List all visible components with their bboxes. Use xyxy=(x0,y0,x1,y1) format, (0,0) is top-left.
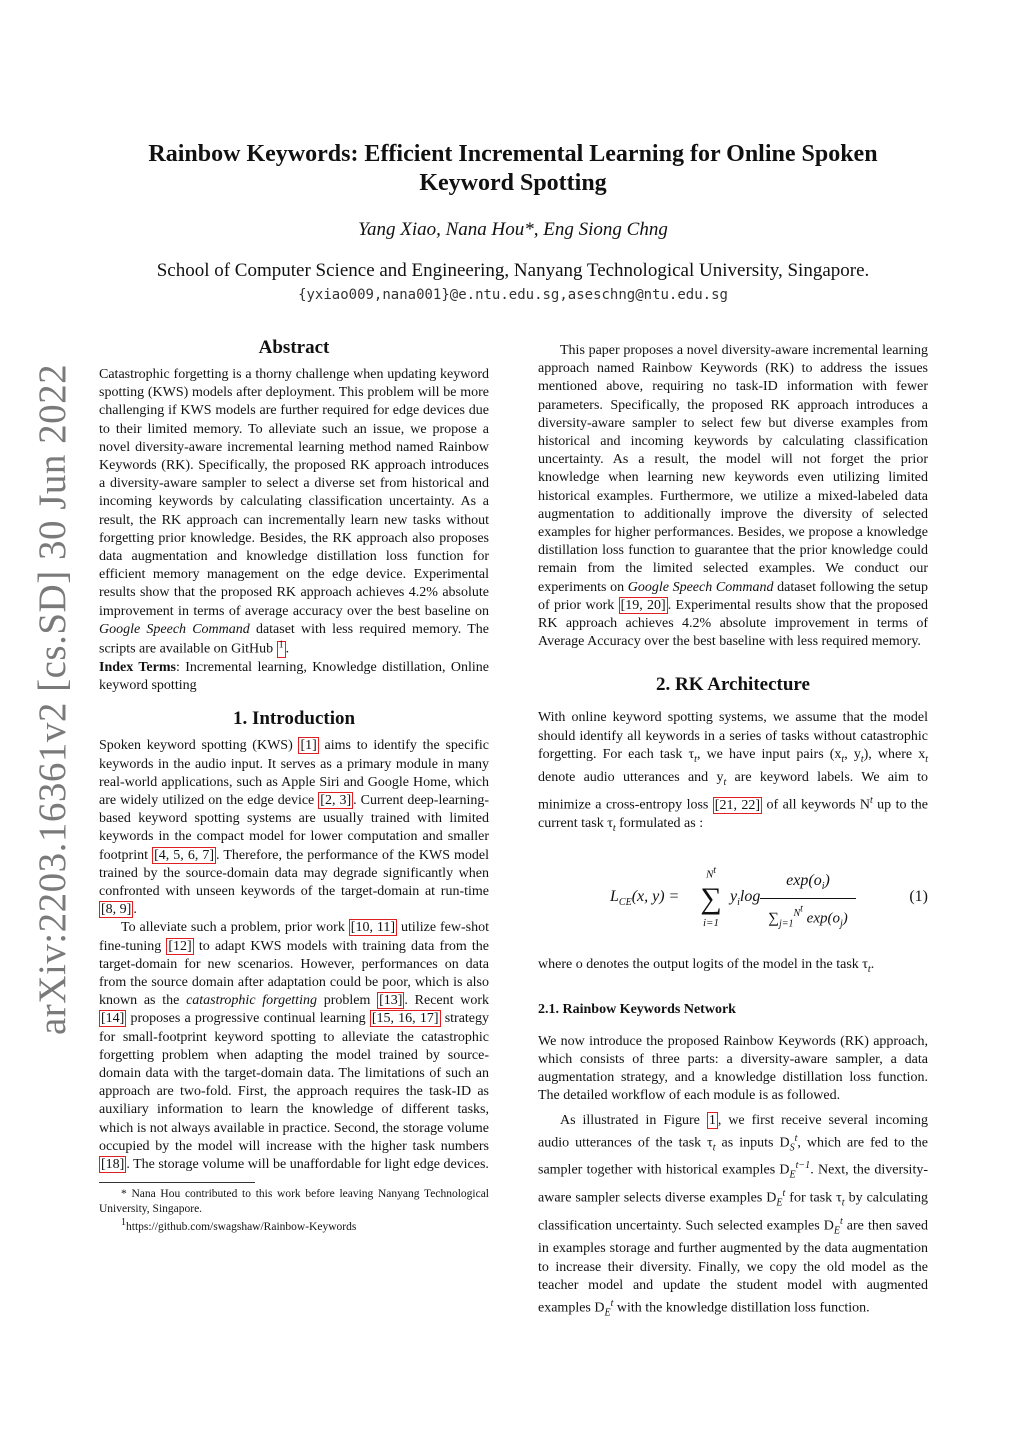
footnote-2: $^1$https://github.com/swagshaw/Rainbow-Keywords xyxy=(121,1217,357,1234)
emails[interactable]: {yxiao009,nana001}@e.ntu.edu.sg,aseschng@ntu.edu.sg xyxy=(298,287,728,303)
intro-paragraph-1: Spoken keyword spotting (KWS) [1] aims to identify the specific keywords in the audio input. It serves as a primary module in many real-world applications, such as Apple Siri and Google Home, which are widely utilized on the edge device [2, 3] . Current deep-learning-based keyword spotting systems are usually trained with limited keywords in the compact model for lower computation and smaller footprint [4, 5, 6, 7] . Therefore, the performance of the KWS model trained by the source-domain data may degrade significantly when confronted with unseen keywords of the target-domain at run-time [8, 9] . xyxy=(99,738,490,918)
summation: $N^t$ ∑ i=1 xyxy=(700,864,722,929)
rk-paragraph-1: With online keyword spotting systems, we assume that the model should identify all keywords in a series of tasks without catastrophic forgetting. For each task $\tau_t$, we have input pairs ($x_t$, $y_t$), where $x_t$ denote audio utterances and $y_t$ are keyword labels. We aim to minimize a cross-entropy loss [21, 22] of all keywords $N^t$ up to the current task $\tau_t$ formulated as : xyxy=(538,710,929,834)
rk-paragraph-3: We now introduce the proposed Rainbow Keywords (RK) approach, which consists of three parts: a diversity-aware sampler, a data augmentation strategy, and a knowledge distillation loss function. The detailed workflow of each module is as followed. xyxy=(538,1033,928,1104)
arxiv-stamp[interactable]: arXiv:2203.16361v2 [cs.SD] 30 Jun 2022 xyxy=(31,363,74,1035)
authors: Yang Xiao, Nana Hou*, Eng Siong Chng xyxy=(358,219,668,240)
fraction: $\frac{\exp(o_i)}{\sum_{j=1}^{N^t} \exp(o_j)}$ xyxy=(760,872,856,934)
right-column xyxy=(538,342,928,1323)
paper-title: Rainbow Keywords: Efficient Incremental Learning for Online Spoken Keyword Spotting xyxy=(148,141,878,196)
left-column xyxy=(99,336,489,1235)
affiliation: School of Computer Science and Engineering, Nanyang Technological University, Singapore. xyxy=(156,260,870,281)
contribution-paragraph: This paper proposes a novel diversity-aware incremental learning approach named Rainbow Keywords (RK) to address the issues mentioned above, requiring no task-ID information with fewer parameters. Specifically, the proposed RK approach introduces a diversity-aware sampler to select few but diverse examples from historical and incoming keywords by calculating classification uncertainty. As a result, the model will not forget the prior knowledge when learning new keywords even utilizing limited historical examples. Furthermore, we utilize a mixed-labeled data augmentation to additionally improve the diversity of selected examples for higher performances. Besides, we propose a knowledge distillation loss function to guarantee that the prior knowledge could remain from the limited selected examples. We conduct our experiments on Google Speech Command dataset following the setup of prior work [19, 20] . Experimental results show that the proposed RK approach achieves 4.2% absolute improvement in terms of Average Accuracy over the best baseline with less required memory. xyxy=(538,343,929,650)
index-terms: Index Terms: Incremental learning, Knowledge distillation, Online keyword spotting xyxy=(99,659,489,694)
citation-link[interactable]: [2, 3] xyxy=(320,792,352,808)
citation-link[interactable]: [12] xyxy=(168,938,192,954)
dataset-name: Google Speech Command xyxy=(99,621,250,637)
rk-architecture-heading: 2. RK Architecture xyxy=(656,674,810,696)
citation-link[interactable]: [14] xyxy=(101,1011,125,1027)
footnote-divider xyxy=(99,1182,255,1183)
github-url[interactable]: https://github.com/swagshaw/Rainbow-Keywords xyxy=(126,1221,357,1234)
equation-number: (1) xyxy=(909,887,928,905)
footnote-link[interactable]: 1 xyxy=(277,641,286,658)
citation-link[interactable]: [15, 16, 17] xyxy=(371,1011,439,1027)
abstract-heading: Abstract xyxy=(258,337,330,358)
citation-link[interactable]: [13] xyxy=(379,993,403,1009)
figure-link[interactable]: 1 xyxy=(708,1112,716,1128)
citation-link[interactable]: [18] xyxy=(101,1156,125,1172)
citation-link[interactable]: [4, 5, 6, 7] xyxy=(154,847,215,863)
citation-link[interactable]: [8, 9] xyxy=(101,902,132,918)
citation-link[interactable]: [21, 22] xyxy=(714,797,761,813)
rk-paragraph-4: As illustrated in Figure 1 , we first receive several incoming audio utterances of the task $\tau_t$ as inputs $D_S^t$, which are fed to the sampler together with historical examples $D_E^{t-1}$. Next, the diversity-aware sampler selects diverse examples $D_E^t$ for task $\tau_t$ by calculating classification uncertainty. Such selected examples $D_E^t$ are then saved in examples storage and further augmented by the data augmentation to increase their diversity. Finally, we copy the old model as the teacher model and update the student model with augmented examples $D_E^t$ with the knowledge distillation loss function. xyxy=(538,1112,928,1319)
intro-paragraph-2: To alleviate such a problem, prior work [10, 11] utilize few-shot fine-tuning [12] to adapt KWS models with training data from the target-domain for new scenarios. However, performances on data from the source domain after adaptation could be poor, which is also known as the catastrophic forgetting problem [13] . Recent work [14] proposes a progressive continual learning [15, 16, 17] strategy for small-footprint keyword spotting to alleviate the catastrophic forgetting problem when adapting the model trained by source-domain data with the target-domain data. The limitations of such an approach are two-fold. First, the approach requires the task-ID as auxiliary information to learn the knowledge of different tasks, which is not always available in practice. Second, the storage volume occupied by the model will increase with the higher task numbers [18] . The storage volume will be unaffordable for light edge devices. xyxy=(99,920,490,1172)
intro-heading: 1. Introduction xyxy=(232,708,356,730)
equation-1: $L_{CE}(x$, y) = $N^t$ ∑ i=1 $y_i\log$ $\frac{\exp(o_i)}{\sum_{j=1}^{N^t} \exp(o_j)}$ (1) xyxy=(538,866,928,936)
citation-link[interactable]: [19, 20] xyxy=(620,597,666,613)
abstract-text: Catastrophic forgetting is a thorny challenge when updating keyword spotting (KWS) models after deployment. This problem will be more challenging if KWS models are further required for edge devices due to their limited memory. To alleviate such an issue, we propose a novel diversity-aware incremental learning method named Rainbow Keywords (RK). Specifically, the proposed RK approach introduces a diversity-aware sampler to select a diverse set from historical and incoming keywords by calculating classification uncertainty. As a result, the RK approach can incrementally learn new tasks without forgetting prior knowledge. Besides, the RK approach also proposes data augmentation and knowledge distillation loss function for efficient memory management on the edge device. Experimental results show that the proposed RK approach achieves 4.2% absolute improvement in terms of average accuracy over the best baseline on Google Speech Command dataset with less required memory. The scripts are available on GitHub $^1$ . xyxy=(99,367,489,657)
rainbow-keywords-network-heading: 2.1. Rainbow Keywords Network xyxy=(538,1001,736,1017)
citation-link[interactable]: [1] xyxy=(300,738,317,754)
footnote-1: * Nana Hou contributed to this work before leaving Nanyang Technological University, Singapore. xyxy=(99,1188,489,1215)
citation-link[interactable]: [10, 11] xyxy=(350,920,396,936)
rk-paragraph-2: where o denotes the output logits of the model in the task $\tau_t$. xyxy=(538,956,875,975)
